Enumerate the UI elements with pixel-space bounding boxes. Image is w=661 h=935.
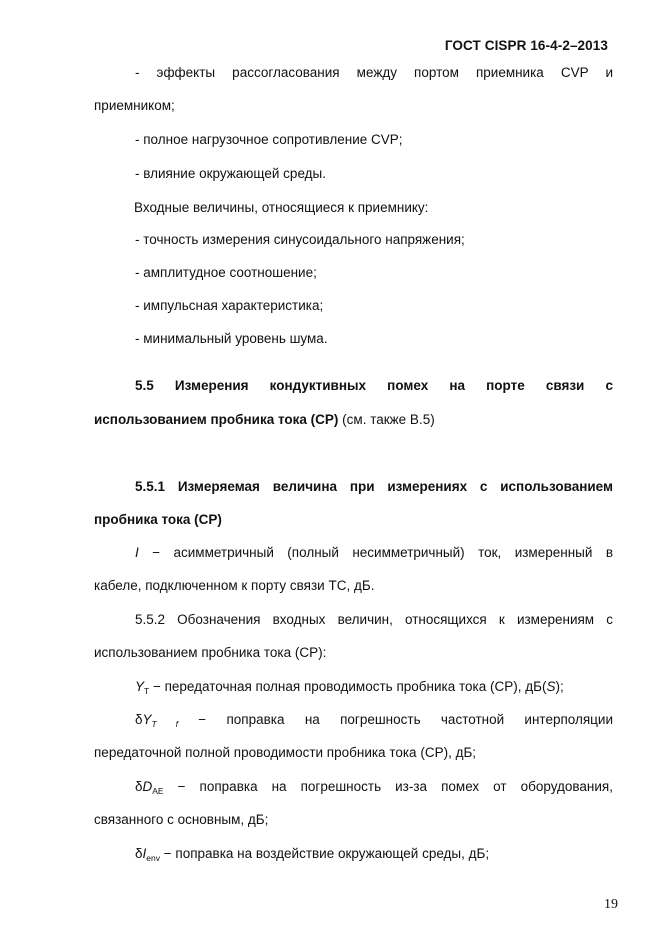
heading-reference: (см. также В.5) (338, 412, 435, 427)
section-heading: 5.5 Измерения кондуктивных помех на порте связи с (135, 378, 613, 393)
symbol-subscript: env (146, 853, 160, 863)
list-item: - точность измерения синусоидального напряжения; (135, 232, 465, 247)
definition-line (135, 779, 613, 794)
symbol: Y (142, 712, 152, 727)
symbol: D (142, 779, 153, 794)
list-item: - импульсная характеристика; (135, 298, 324, 313)
definition-text: − поправка на воздействие окружающей среды, дБ; (160, 846, 490, 861)
symbol: I (142, 846, 147, 861)
definition-line (135, 545, 613, 560)
subsection-heading: 5.5.1 Измеряемая величина при измерениях с использованием (135, 479, 613, 494)
definition-text: − поправка на погрешность из-за помех от оборудования, (163, 779, 613, 794)
delta: δ (135, 712, 143, 727)
list-item: - влияние окружающей среды. (135, 166, 326, 181)
page-number: 19 (604, 897, 618, 912)
definition-text: − асимметричный (полный несимметричный) ток, измеренный в (138, 545, 613, 560)
subsection-heading-continuation: пробника тока (CP) (94, 512, 222, 527)
symbol-subscript: T f (151, 719, 178, 729)
definition-line (135, 846, 489, 861)
symbol: I (135, 545, 139, 560)
definition-line (135, 679, 564, 694)
list-item: - амплитудное соотношение; (135, 265, 317, 280)
definition-line: кабеле, подключенном к порту связи ТС, дБ. (94, 578, 375, 593)
symbol-subscript: T (144, 686, 150, 696)
list-item: - полное нагрузочное сопротивление CVP; (135, 132, 403, 147)
subsection-paragraph: 5.5.2 Обозначения входных величин, относящихся к измерениям с (135, 612, 613, 627)
paragraph-line: приемником; (94, 98, 175, 113)
definition-tail: ); (555, 679, 564, 694)
unit: S (546, 679, 556, 694)
definition-text: − передаточная полная проводимость пробника тока (CP), дБ( (149, 679, 547, 694)
symbol-subscript: AE (152, 786, 164, 796)
definition-line: связанного с основным, дБ; (94, 812, 269, 827)
symbol: Y (135, 679, 145, 694)
list-item: - минимальный уровень шума. (135, 331, 328, 346)
section-heading-continuation (94, 412, 435, 427)
document-code-header: ГОСТ CISPR 16-4-2–2013 (444, 38, 608, 53)
definition-line (135, 712, 613, 727)
paragraph-line: Входные величины, относящиеся к приемнику: (134, 200, 429, 215)
definition-line: передаточной полной проводимости пробника тока (CP), дБ; (94, 745, 477, 760)
definition-text: − поправка на погрешность частотной интерполяции (178, 712, 613, 727)
paragraph-line: - эффекты рассогласования между портом приемника CVP и (135, 65, 613, 80)
delta: δ (135, 779, 143, 794)
delta: δ (135, 846, 143, 861)
subsection-paragraph: использованием пробника тока (CP): (94, 645, 327, 660)
heading-text: использованием пробника тока (CP) (94, 412, 339, 427)
